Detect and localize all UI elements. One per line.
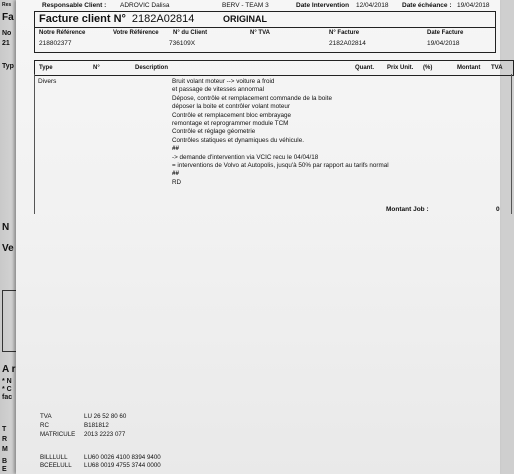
under-fragment: M xyxy=(2,446,8,453)
under-fragment: B xyxy=(2,458,8,465)
montant-job-value: 0 xyxy=(496,206,500,213)
field-label: N° TVA xyxy=(250,30,270,36)
legal-footer xyxy=(40,412,126,439)
column-header: Montant xyxy=(457,65,481,71)
column-header: Type xyxy=(39,65,53,71)
responsable-label: Responsable Client : xyxy=(42,2,107,9)
bank-row xyxy=(40,462,161,470)
invoice-header-box xyxy=(34,11,496,53)
description-line: -> demande d'intervention via VCIC recu le 04/04/18 xyxy=(172,153,319,161)
footer-row xyxy=(40,430,126,439)
footer-value: LU 26 52 80 60 xyxy=(84,413,127,420)
description-line: Contrôle et remplacement bloc embrayage xyxy=(172,111,292,119)
description-line: déposer la boite et contrôler volant moteur xyxy=(172,103,290,111)
field-label: N° du Client xyxy=(173,30,208,36)
montant-job-label: Montant Job : xyxy=(386,206,429,213)
column-header: N° xyxy=(93,65,100,71)
field-value: 736109X xyxy=(169,40,196,47)
field-label: Notre Référence xyxy=(39,30,86,36)
under-fragment: Ve xyxy=(2,243,14,254)
footer-row xyxy=(40,421,126,430)
responsable-value: ADROVIC Dalisa xyxy=(120,2,170,9)
bank-label: BILLLULL xyxy=(40,454,68,461)
invoice-page xyxy=(16,0,503,474)
under-fragment: R xyxy=(2,436,8,443)
description-line: Dépose, contrôle et remplacement commande de la boite xyxy=(172,94,332,102)
field-value: 19/04/2018 xyxy=(427,40,460,47)
top-meta-line xyxy=(22,1,496,11)
line-type: Divers xyxy=(38,78,57,85)
line-description xyxy=(172,78,389,187)
team-value: BERV - TEAM 3 xyxy=(222,2,269,9)
bank-row xyxy=(40,454,161,462)
under-fragment: E xyxy=(2,466,7,473)
field-label: Votre Référence xyxy=(113,30,159,36)
column-header: Prix Unit. xyxy=(387,65,414,71)
footer-value: 2013 2223 077 xyxy=(84,431,126,438)
under-fragment: Fa xyxy=(2,12,14,23)
footer-value: B181812 xyxy=(84,422,109,429)
under-fragment: N xyxy=(2,222,10,233)
under-fragment: A r xyxy=(2,364,16,375)
date-echeance-label: Date échéance : xyxy=(402,2,452,9)
invoice-title xyxy=(39,13,194,25)
column-header: (%) xyxy=(423,65,433,71)
description-line: = interventions de Volvo at Autopolis, jusqu'à 50% par rapport au tarifs normal xyxy=(172,162,389,170)
footer-label: TVA xyxy=(40,413,52,420)
under-fragment: * C xyxy=(2,386,12,393)
under-fragment: * N xyxy=(2,378,12,385)
field-value: 2182A02814 xyxy=(329,40,366,47)
under-fragment: Typ xyxy=(2,63,14,70)
bank-label: BCEELULL xyxy=(40,462,72,469)
invoice-title-label: Facture client N° xyxy=(39,13,126,25)
description-line: ## xyxy=(172,170,180,178)
footer-label: MATRICULE xyxy=(40,431,76,438)
under-fragment: 21 xyxy=(2,40,10,47)
column-header: TVA xyxy=(491,65,503,71)
under-fragment: fac xyxy=(2,394,13,401)
date-intervention-value: 12/04/2018 xyxy=(356,2,389,9)
date-intervention-label: Date Intervention xyxy=(296,2,350,9)
bank-footer xyxy=(40,454,161,470)
footer-label: RC xyxy=(40,422,49,429)
column-divider xyxy=(511,74,512,214)
description-line: et passage de vitesses annormal xyxy=(172,86,265,94)
field-value: 218802377 xyxy=(39,40,72,47)
column-header: Quant. xyxy=(355,65,374,71)
column-divider xyxy=(34,74,35,214)
description-line: RD xyxy=(172,178,182,186)
invoice-number: 2182A02814 xyxy=(131,13,195,25)
column-header: Description xyxy=(135,65,169,71)
under-fragment: No xyxy=(2,30,12,37)
under-fragment: Res xyxy=(2,2,12,8)
field-label: N° Facture xyxy=(329,30,360,36)
bank-value: LU68 0019 4755 3744 0000 xyxy=(84,462,161,469)
description-line: Contrôles statiques et dynamiques du véhicule. xyxy=(172,136,304,144)
bank-value: LU60 0026 4100 8394 9400 xyxy=(84,454,161,461)
original-stamp: ORIGINAL xyxy=(223,14,267,24)
header-divider xyxy=(35,27,495,28)
description-line: Contrôle et réglage géometrie xyxy=(172,128,256,136)
date-echeance-value: 19/04/2018 xyxy=(457,2,490,9)
description-line: Bruit volant moteur --> voiture a froid xyxy=(172,78,275,85)
invoice-lines-body xyxy=(34,74,512,214)
description-line: ## xyxy=(172,145,180,153)
under-fragment: T xyxy=(2,426,7,433)
footer-row xyxy=(40,412,126,421)
field-label: Date Facture xyxy=(427,30,464,36)
description-line: remontage et reprogrammer module TCM xyxy=(172,120,289,128)
